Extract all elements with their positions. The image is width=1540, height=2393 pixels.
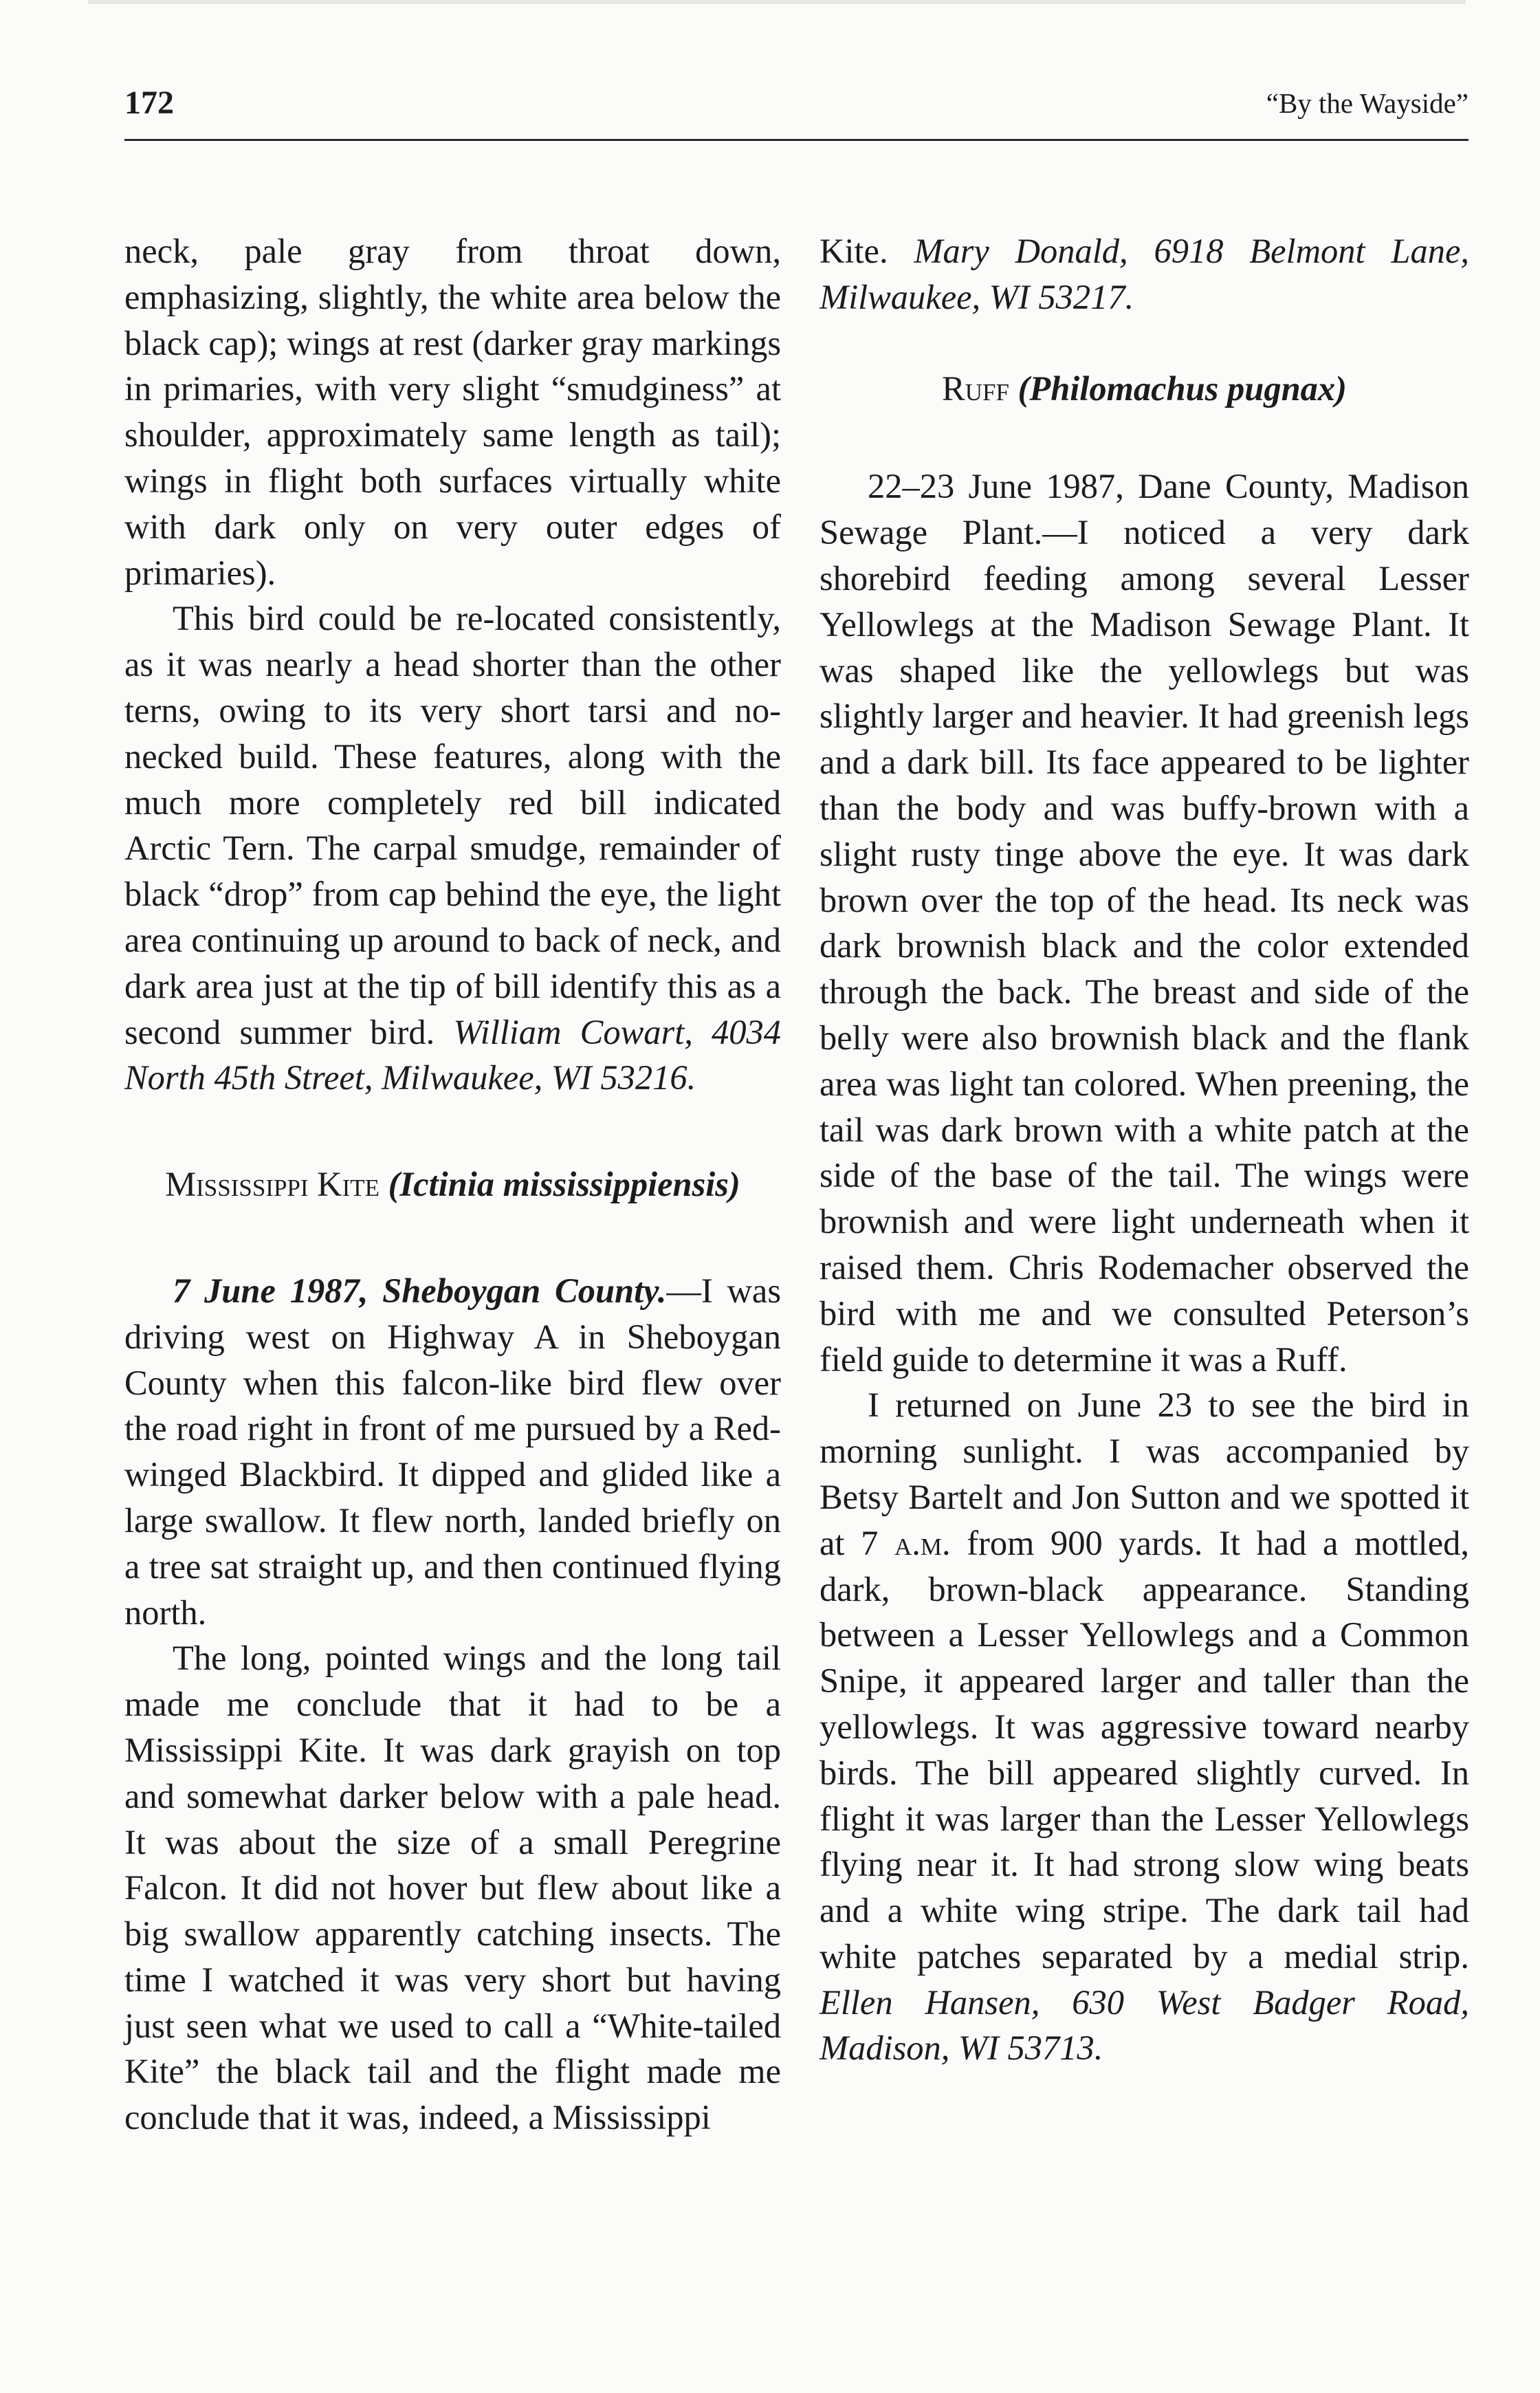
scan-edge (88, 0, 1466, 4)
paragraph: neck, pale gray from throat down, emphasizing, slightly, the white area below the black cap); wings at rest (darker gray markings in primaries, with very slight “smudginess” at shoulder, approximately same length as tail); wings in flight both surfaces virtually white with dark only on very outer edges of primaries). (124, 232, 781, 592)
left-column (124, 228, 781, 2141)
paragraph-text: —I was driving west on Highway A in Sheboygan County when this falcon-like bird flew over the road right in front of me pursued by a Red-winged Blackbird. It dipped and glided like a large swallow. It flew north, landed briefly on a tree sat straight up, and then continued flying north. (124, 1271, 781, 1632)
paragraph-text: I returned on June 23 to see the bird in morning sunlight. I was accompanied by Betsy Bartelt and Jon Sutton and we spotted it at 7 (820, 1386, 1469, 1562)
running-head: “By the Wayside” (1266, 87, 1468, 119)
observer-signature: Mary Donald, 6918 Belmont Lane, Milwaukee, WI 53217. (820, 232, 1469, 316)
report-date-location: 7 June 1987, Sheboygan County. (173, 1271, 667, 1310)
observer-signature: Ellen Hansen, 630 West Badger Road, Madison, WI 53713. (820, 1982, 1469, 2068)
page-number: 172 (124, 85, 174, 121)
paragraph-text: Kite. (820, 232, 888, 270)
species-heading (820, 366, 1469, 412)
time-abbreviation: a.m. (894, 1523, 951, 1562)
paragraph: 22–23 June 1987, Dane County, Madison Sewage Plant.—I noticed a very dark shorebird feeding among several Lesser Yellowlegs at the Madison Sewage Plant. It was shaped like the yellowlegs but was slightly larger and heavier. It had greenish legs and a dark bill. Its face appeared to be lighter than the body and was buffy-brown with a slight rusty tinge above the eye. It was dark brown over the top of the head. Its neck was dark brownish black and the color extended through the back. The breast and side of the belly were also brownish black and the flank area was light tan colored. When preening, the tail was dark brown with a white patch at the side of the base of the tail. The wings were brownish and were light underneath when it raised them. Chris Rodemacher observed the bird with me and we consulted Peterson’s field guide to determine it was a Ruff. (820, 467, 1469, 1379)
paragraph: The long, pointed wings and the long tail made me conclude that it had to be a Mississippi Kite. It was dark grayish on top and somewhat darker below with a pale head. It was about the size of a small Peregrine Falcon. It did not hover but flew about like a big swallow apparently catching insects. The time I watched it was very short but having just seen what we used to call a “White-tailed Kite” the black tail and the flight made me conclude that it was, indeed, a Mississippi (124, 1639, 781, 2137)
species-common-name: Ruff (942, 369, 1009, 408)
species-common-name: Mississippi Kite (165, 1165, 380, 1204)
paragraph-text: This bird could be re-located consistently, as it was nearly a head shorter than the other terns, owing to its very short tarsi and no-necked build. These features, along with the much more completely red bill indicated Arctic Tern. The carpal smudge, remainder of black “drop” from cap behind the eye, the light area continuing up around to back of neck, and dark area just at the tip of bill identify this as a second summer bird. (124, 599, 781, 1051)
species-scientific-name: (Philomachus pugnax) (1018, 369, 1347, 408)
page-header (124, 77, 1468, 141)
species-heading (124, 1161, 781, 1208)
paragraph (124, 1268, 781, 1635)
paragraph (820, 1382, 1469, 2071)
paragraph (820, 228, 1469, 320)
paragraph (124, 595, 781, 1101)
observer-signature: William Cowart, 4034 North 45th Street, Milwaukee, WI 53216. (124, 1012, 782, 1097)
right-column (820, 228, 1469, 2071)
paragraph-text: from 900 yards. It had a mottled, dark, brown-black appearance. Standing between a Lesser Yellowlegs and a Common Snipe, it appeared larger and taller than the yellowlegs. It was aggressive toward nearby birds. The bill appeared slightly curved. In flight it was larger than the Lesser Yellowlegs flying near it. It had strong slow wing beats and a white wing stripe. The dark tail had white patches separated by a medial strip. (820, 1523, 1469, 1976)
species-scientific-name: (Ictinia mississippiensis) (388, 1165, 740, 1204)
